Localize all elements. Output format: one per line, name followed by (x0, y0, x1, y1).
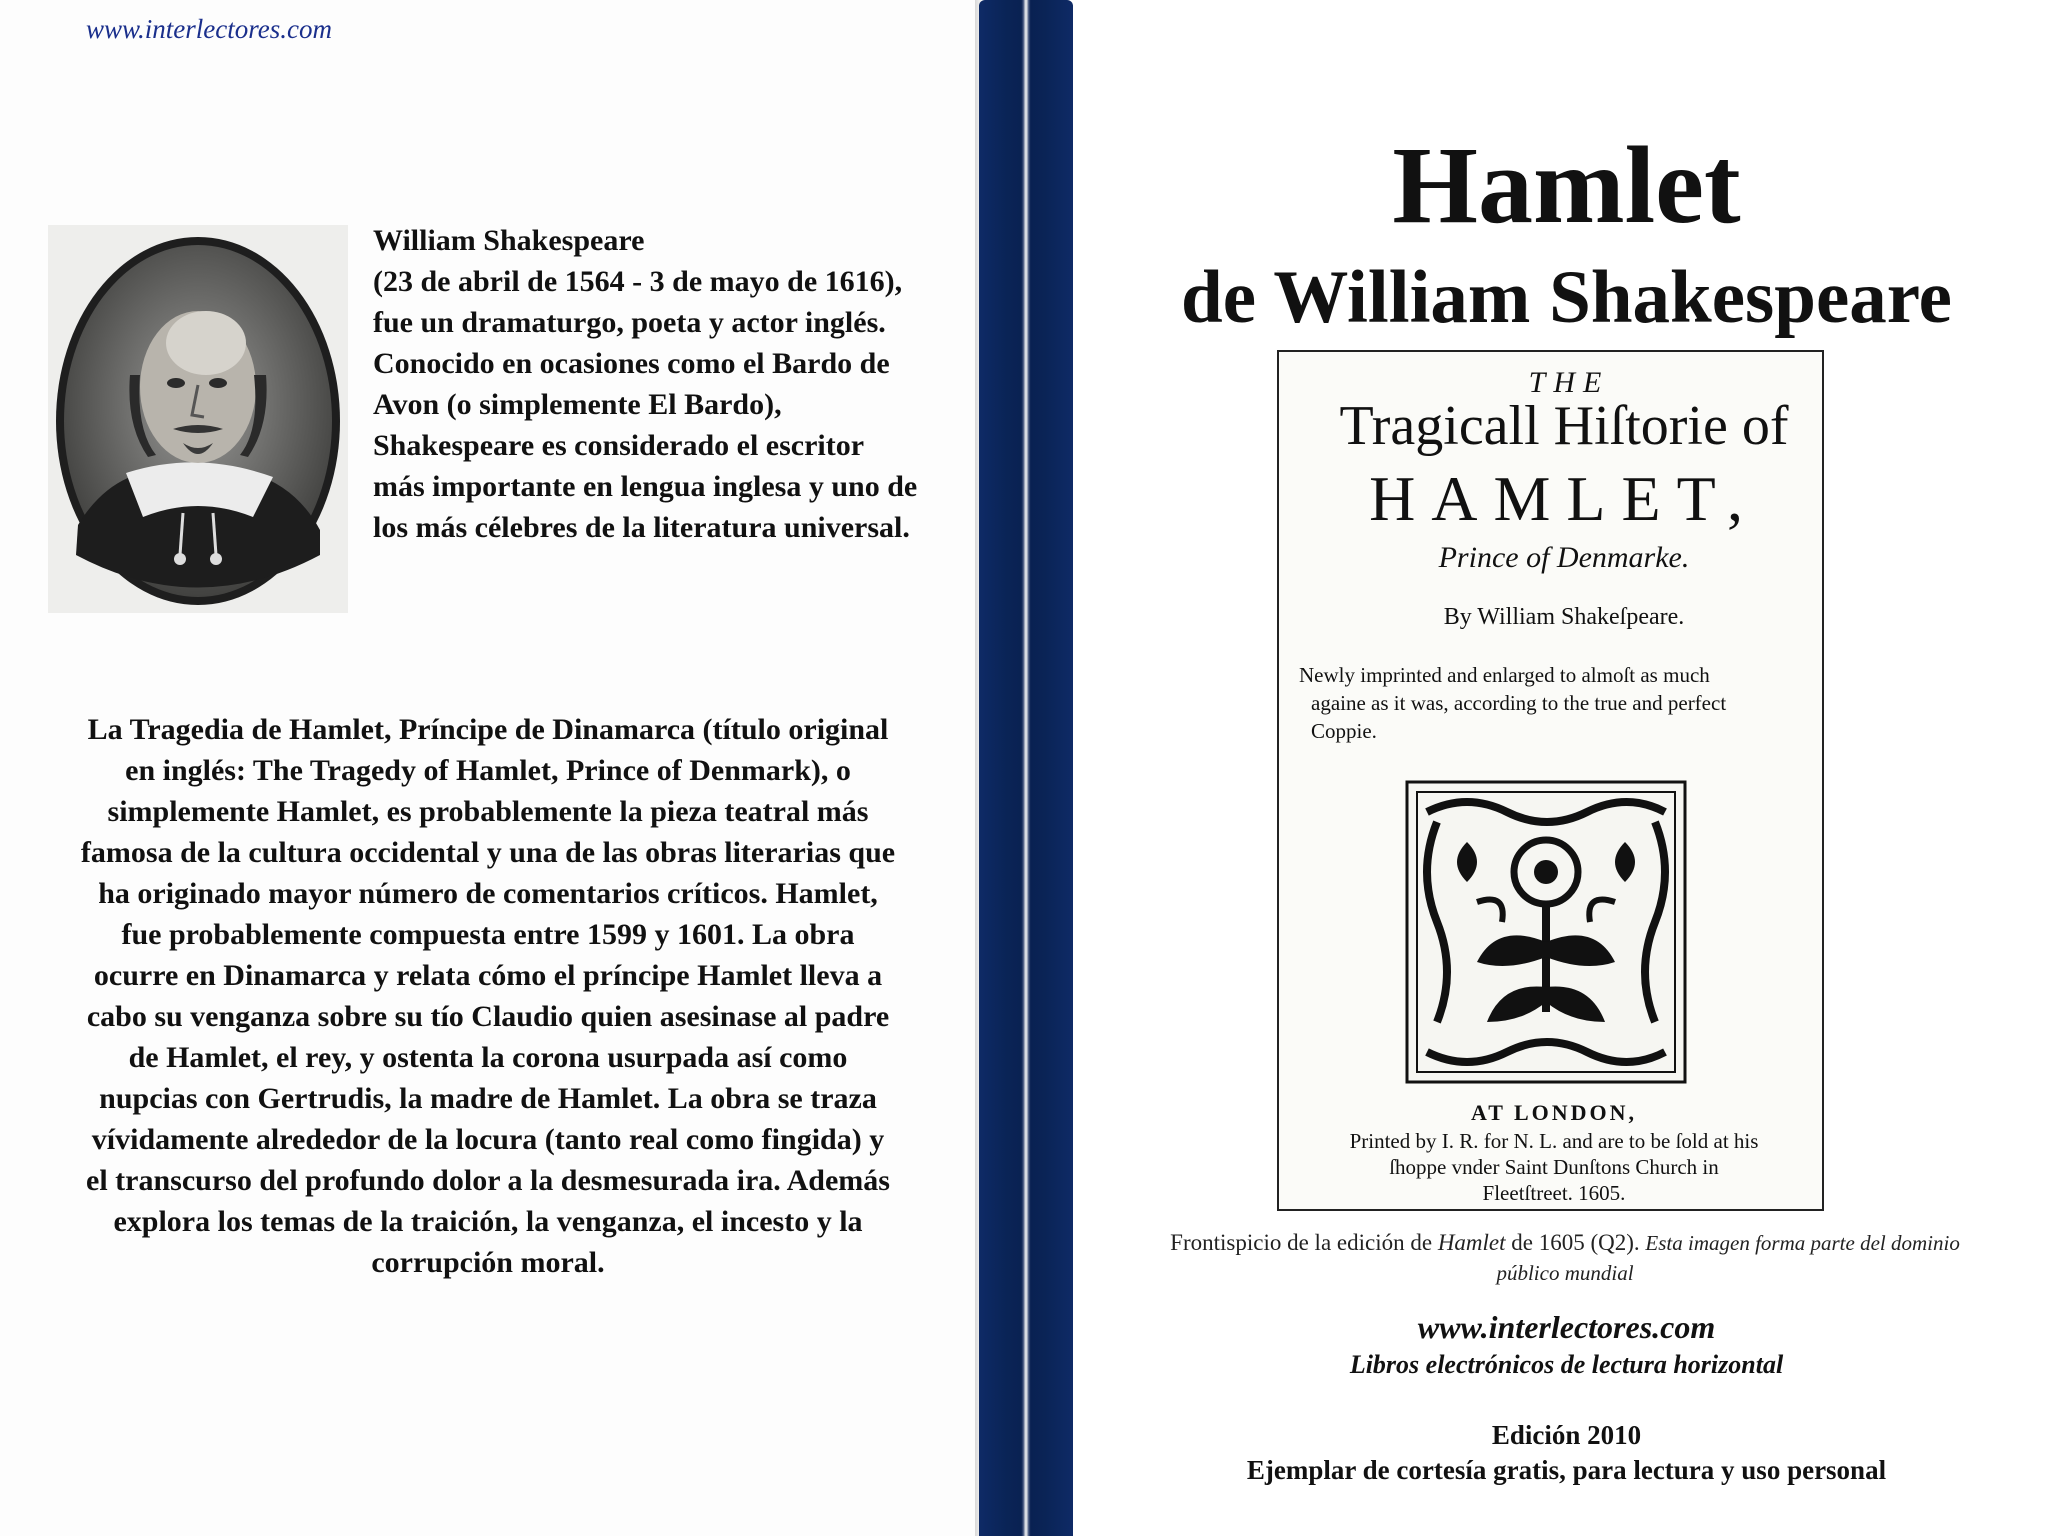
fp-tragicall: Tragicall Hiſtorie of (1339, 395, 1789, 457)
caption-text-1: Frontispicio de la edición de (1170, 1230, 1438, 1255)
frontispiece-illustration (1279, 352, 1822, 1209)
frontispiece-caption (1140, 1228, 1990, 1288)
publisher-link[interactable]: www.interlectores.com (1417, 1309, 1716, 1345)
fp-prince: Prince of Denmarke. (1438, 541, 1690, 574)
fp-the: THE (1528, 366, 1610, 399)
book-subtitle: de William Shakespeare (1181, 256, 1952, 339)
edition-year: Edición 2010 (1491, 1420, 1642, 1450)
fp-by: By William Shakeſpeare. (1443, 604, 1685, 630)
book-spine (975, 0, 1085, 1536)
play-synopsis: La Tragedia de Hamlet, Príncipe de Dinamarca (título original en inglés: The Tragedy of Hamlet, Prince of Denmark), o simplemente Hamlet, es probablemente la pieza teatral más famosa de la cultura occidental y una de las obras literarias que ha originado mayor número de comentarios críticos. Hamlet, fue probablemente compuesta entre 1599 y 1601. La obra ocurre en Dinamarca y relata cómo el príncipe Hamlet lleva a cabo su venganza sobre su tío Claudio quien asesinase al padre de Hamlet, el rey, y ostenta la corona usurpada así como nupcias con Gertrudis, la madre de Hamlet. La obra se traza vívidamente alrededor de la locura (tanto real como fingida) y el transcurso del profundo dolor a la desmesurada ira. Además explora los temas de la traición, la venganza, el incesto y la corrupción moral. (80, 713, 896, 1279)
portrait-engraving-icon (48, 225, 348, 613)
frontispiece-image (1277, 350, 1824, 1211)
fp-hamlet: HAMLET, (1369, 463, 1759, 534)
fp-london: AT LONDON, (1470, 1100, 1638, 1125)
caption-note: Esta imagen forma parte del dominio público mundial (1496, 1231, 1960, 1285)
author-bio (373, 220, 918, 548)
edition-block (1085, 1418, 2048, 1488)
publisher-block (1085, 1306, 2048, 1382)
book-title: Hamlet (1392, 124, 1741, 246)
fp-printed-2: ſhoppe vnder Saint Dunſtons Church in (1389, 1155, 1719, 1179)
spine-bar (979, 0, 1073, 1536)
fp-printed-1: Printed by I. R. for N. L. and are to be ſold at his (1349, 1129, 1759, 1153)
shakespeare-portrait (48, 225, 348, 613)
fp-printed-3: Fleetſtreet. 1605. (1482, 1181, 1626, 1205)
caption-title: Hamlet (1437, 1230, 1506, 1255)
courtesy-note: Ejemplar de cortesía gratis, para lectura y uso personal (1246, 1455, 1887, 1485)
woodcut-ornament-icon (1407, 782, 1685, 1082)
fp-newly-3: Coppie. (1311, 719, 1377, 743)
fp-newly-2: againe as it was, according to the true and perfect (1311, 691, 1727, 715)
author-name: William Shakespeare (373, 224, 645, 257)
site-link-header[interactable]: www.interlectores.com (86, 14, 332, 44)
caption-text-2: de 1605 (Q2). (1505, 1230, 1646, 1255)
publisher-tagline: Libros electrónicos de lectura horizontal (1349, 1350, 1784, 1379)
author-bio-text: (23 de abril de 1564 - 3 de mayo de 1616), fue un dramaturgo, poeta y actor inglés. Conocido en ocasiones como el Bardo de Avon (o simplemente El Bardo), Shakespeare es considerado el escritor más importante en lengua inglesa y uno de los más célebres de la literatura universal. (373, 265, 918, 544)
fp-newly-1: Newly imprinted and enlarged to almoſt as much (1299, 663, 1710, 687)
